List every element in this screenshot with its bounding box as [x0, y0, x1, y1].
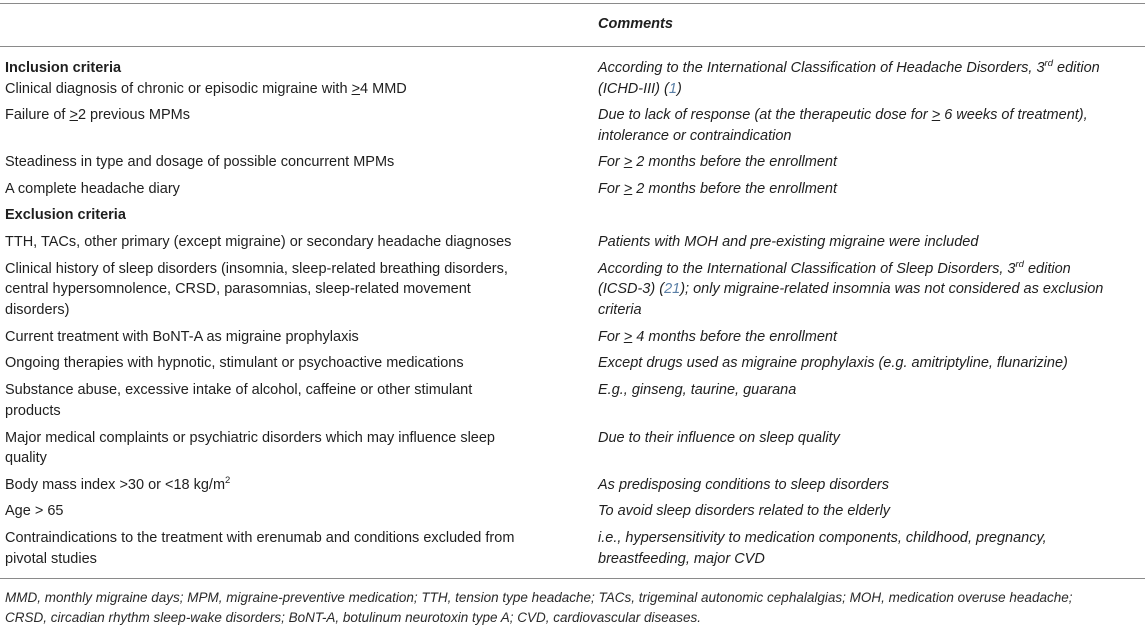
table-row-7-criterion: Current treatment with BoNT-A as migraine prophylaxis	[5, 329, 359, 345]
footnote-line2: CRSD, circadian rhythm sleep-wake disorders; BoNT-A, botulinum neurotoxin type A; CVD, cardiovascular diseases.	[5, 610, 702, 625]
footnote-line1: MMD, monthly migraine days; MPM, migraine-preventive medication; TTH, tension type headache; TACs, trigeminal autonomic cephalalgias; MOH, medication overuse headache;	[5, 590, 1073, 605]
table-row-3-comment: For > 2 months before the enrollment	[598, 154, 837, 170]
table-row-11-criterion: Body mass index >30 or <18 $kg/m^2$	[5, 475, 231, 493]
table-row-8-criterion: Ongoing therapies with hypnotic, stimulant or psychoactive medications	[5, 355, 464, 371]
table-row-13-comment-line1: i.e., hypersensitivity to medication components, childhood, pregnancy,	[598, 530, 1047, 546]
table-row-1-comment-line2: (ICHD-III) (1)	[598, 81, 682, 97]
table-row-6-criterion-line3: disorders)	[5, 302, 70, 318]
table-row-4-comment: For > 2 months before the enrollment	[598, 181, 837, 197]
table-row-6-comment-line3: criteria	[598, 302, 642, 318]
table-row-1-comment-line1: According to the International Classification of Headache Disorders, 3rd edition	[598, 58, 1100, 76]
table-row-2-criterion: Failure of >2 previous MPMs	[5, 107, 190, 123]
table-row-10-criterion-line1: Major medical complaints or psychiatric disorders which may influence sleep	[5, 430, 495, 446]
table-footnote	[5, 588, 1141, 628]
table-row-8-comment: Except drugs used as migraine prophylaxis (e.g. amitriptyline, flunarizine)	[598, 355, 1068, 371]
table-row-9-criterion-line2: products	[5, 403, 61, 419]
table-row-5-comment: Patients with MOH and pre-existing migraine were included	[598, 234, 979, 250]
table-row-13-criterion-line2: pivotal studies	[5, 551, 97, 567]
comments-column-header: Comments	[598, 16, 673, 32]
table-row-2-comment-line2: intolerance or contraindication	[598, 128, 792, 144]
table-row-6-criterion-line2: central hypersomnolence, CRSD, parasomnias, sleep-related movement	[5, 281, 471, 297]
table-row-9-criterion-line1: Substance abuse, excessive intake of alcohol, caffeine or other stimulant	[5, 382, 473, 398]
table-row-6-comment-line1: According to the International Classification of Sleep Disorders, 3rd edition	[598, 259, 1071, 277]
table-row-1-criterion: Clinical diagnosis of chronic or episodic migraine with >4 MMD	[5, 81, 407, 97]
table-row-4-criterion: A complete headache diary	[5, 181, 180, 197]
table-row-10-comment: Due to their influence on sleep quality	[598, 430, 840, 446]
table-row-9-comment: E.g., ginseng, taurine, guarana	[598, 382, 797, 398]
table-row-10-criterion-line2: quality	[5, 450, 47, 466]
table-row-13-criterion-line1: Contraindications to the treatment with erenumab and conditions excluded from	[5, 530, 515, 546]
inclusion-criteria-heading: Inclusion criteria	[5, 60, 122, 76]
table-row-12-criterion: Age > 65	[5, 503, 64, 519]
table-row-12-comment: To avoid sleep disorders related to the elderly	[598, 503, 891, 519]
table-top-rule	[0, 3, 1145, 4]
reference-link-1[interactable]: 1	[668, 81, 677, 97]
table-row-6-comment-line2: (ICSD-3) (21); only migraine-related insomnia was not considered as exclusion	[598, 281, 1104, 297]
table-row-13-comment-line2: breastfeeding, major CVD	[598, 551, 765, 567]
table-bottom-rule	[0, 578, 1145, 579]
table-row-2-comment-line1: Due to lack of response (at the therapeutic dose for > 6 weeks of treatment),	[598, 107, 1088, 123]
table-row-3-criterion: Steadiness in type and dosage of possible concurrent MPMs	[5, 154, 395, 170]
table-row-11-comment: As predisposing conditions to sleep disorders	[598, 477, 889, 493]
exclusion-criteria-heading: Exclusion criteria	[5, 207, 126, 223]
header-bottom-rule	[0, 46, 1145, 47]
table-row-5-criterion: TTH, TACs, other primary (except migraine) or secondary headache diagnoses	[5, 234, 512, 250]
table-row-7-comment: For > 4 months before the enrollment	[598, 329, 837, 345]
reference-link-21[interactable]: 21	[664, 281, 681, 297]
table-row-6-criterion-line1: Clinical history of sleep disorders (insomnia, sleep-related breathing disorders,	[5, 261, 508, 277]
